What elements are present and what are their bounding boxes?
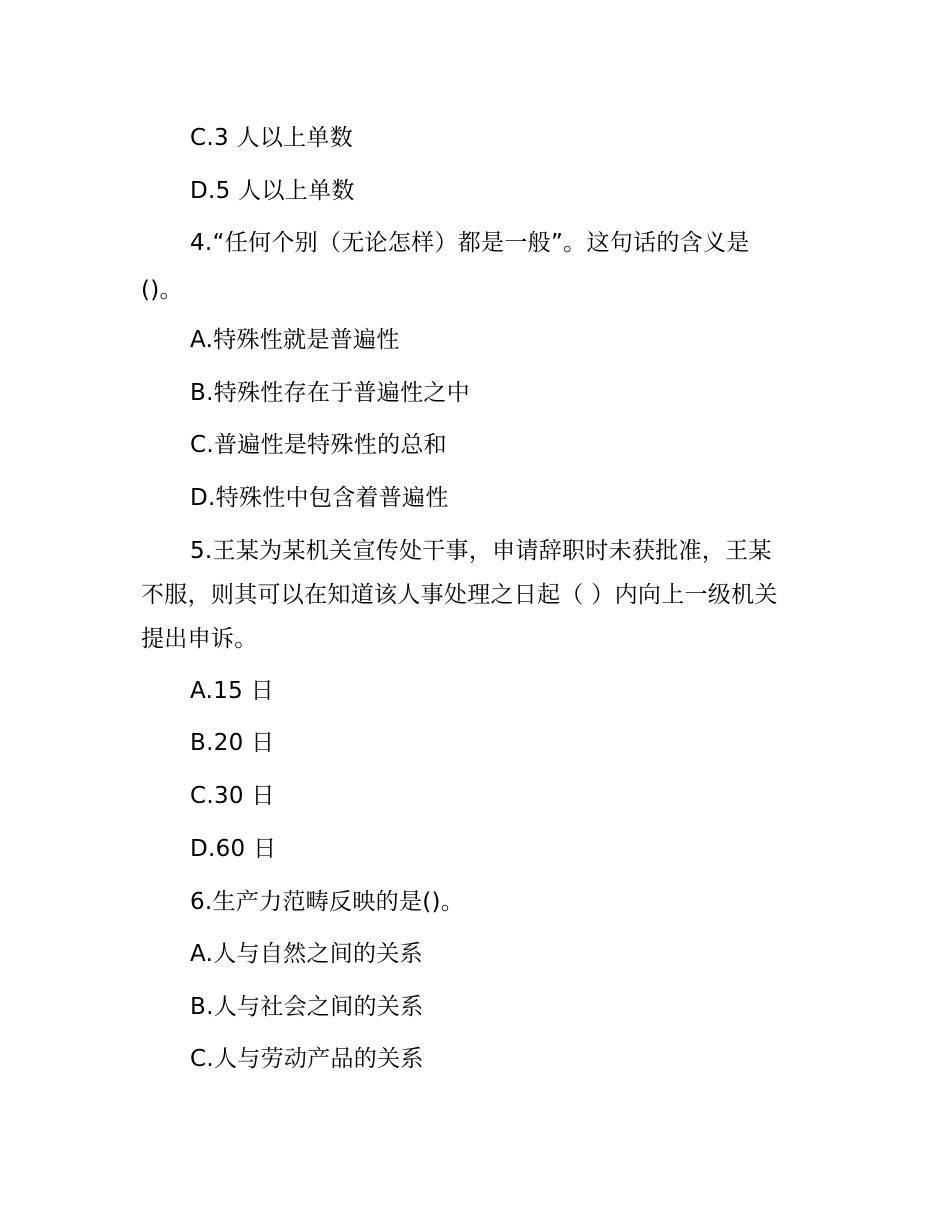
q5-option-c: C.30 日 — [190, 783, 275, 809]
q3-option-d: D.5 人以上单数 — [190, 178, 355, 204]
q4-stem-line2: ()。 — [141, 277, 183, 303]
q4-option-d: D.特殊性中包含着普遍性 — [190, 485, 449, 511]
q6-option-a: A.人与自然之间的关系 — [190, 941, 423, 967]
q5-stem-line1: 5.王某为某机关宣传处干事，申请辞职时未获批准，王某 — [190, 538, 772, 564]
q4-stem-line1: 4.“任何个别（无论怎样）都是一般”。这句话的含义是 — [190, 230, 750, 256]
q5-option-d: D.60 日 — [190, 836, 277, 862]
q6-option-c: C.人与劳动产品的关系 — [190, 1046, 424, 1072]
q5-stem-line3: 提出申诉。 — [141, 626, 258, 652]
q6-stem: 6.生产力范畴反映的是()。 — [190, 889, 465, 915]
q5-stem-line2: 不服，则其可以在知道该人事处理之日起（ ）内向上一级机关 — [141, 582, 778, 608]
q3-option-c: C.3 人以上单数 — [190, 125, 354, 151]
q5-option-b: B.20 日 — [190, 730, 275, 756]
q4-option-c: C.普遍性是特殊性的总和 — [190, 432, 447, 458]
q5-option-a: A.15 日 — [190, 678, 275, 704]
q4-option-a: A.特殊性就是普遍性 — [190, 327, 400, 353]
q4-option-b: B.特殊性存在于普遍性之中 — [190, 380, 470, 406]
q6-option-b: B.人与社会之间的关系 — [190, 994, 424, 1020]
